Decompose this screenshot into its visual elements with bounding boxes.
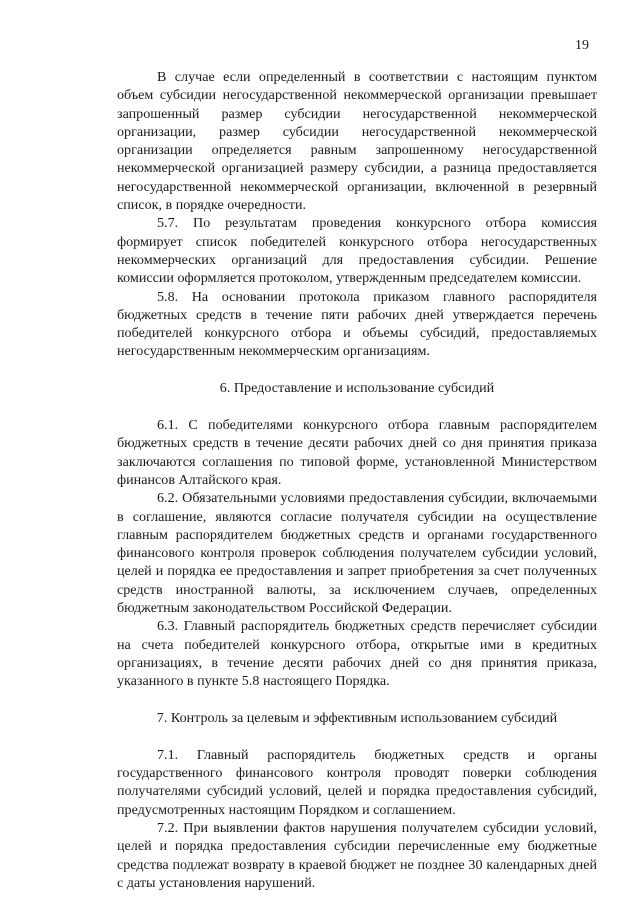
- document-body: [117, 68, 597, 892]
- paragraph-7-1: 7.1. Главный распорядитель бюджетных средств и органы государственного финансового контроля проводят поверки соблюдения получателями субсидий условий, целей и порядка предоставления субсидий, предусмотренных настоящим Порядком и соглашением.: [117, 746, 597, 818]
- paragraph-6-1: 6.1. С победителями конкурсного отбора главным распорядителем бюджетных средств в течение десяти рабочих дней со дня принятия приказа заключаются соглашения по типовой форме, установленной Министерством финансов Алтайского края.: [117, 417, 597, 488]
- paragraph-7-2: 7.2. При выявлении фактов нарушения получателем субсидии условий, целей и порядка предоставления субсидии перечисленные ему бюджетные средства подлежат возврату в краевой бюджет не позднее 30 календарных дней с даты установления нарушений.: [117, 819, 597, 891]
- paragraph-5-8: 5.8. На основании протокола приказом главного распорядителя бюджетных средств в течение пяти рабочих дней утверждается перечень победителей конкурсного отбора и объемы субсидий, предоставляемых негосударственным некоммерческим организациям.: [117, 288, 597, 360]
- section-6-heading: 6. Предоставление и использование субсидий: [219, 379, 495, 396]
- paragraph-6-2: 6.2. Обязательными условиями предоставления субсидии, включаемыми в соглашение, являются согласие получателя субсидии на осуществление главным распорядителем бюджетных средств и органами государственного финансового контроля проверок соблюдения получателем субсидии условий, целей и порядка ее предоставления и запрет приобретения за счет полученных средств иностранной валюты, за исключением случаев, определенных бюджетным законодательством Российской Федерации.: [117, 490, 597, 617]
- paragraph-6-3: 6.3. Главный распорядитель бюджетных средств перечисляет субсидии на счета победителей конкурсного отбора, открытые ими в кредитных организациях, в течение десяти рабочих дней со дня принятия приказа, указанного в пункте 5.8 настоящего Порядка.: [117, 618, 597, 690]
- page-number: 19: [575, 38, 589, 53]
- paragraph-reserve-list: В случае если определенный в соответствии с настоящим пунктом объем субсидии негосударственной некоммерческой организации превышает запрошенный размер субсидии негосударственной некоммерческой организации, размер субсидии негосударственной некоммерческой организации определяется равным запрошенному негосударственной некоммерческой организацией размеру субсидии, а разница предоставляется негосударственной некоммерческой организации, включенной в резервный список, в порядке очередности.: [117, 69, 597, 214]
- paragraph-5-7: 5.7. По результатам проведения конкурсного отбора комиссия формирует список победителей конкурсного отбора негосударственных некоммерческих организаций для предоставления субсидии. Решение комиссии оформляется протоколом, утвержденным председателем комиссии.: [117, 215, 597, 287]
- section-7-heading: 7. Контроль за целевым и эффективным использованием субсидий: [156, 709, 558, 726]
